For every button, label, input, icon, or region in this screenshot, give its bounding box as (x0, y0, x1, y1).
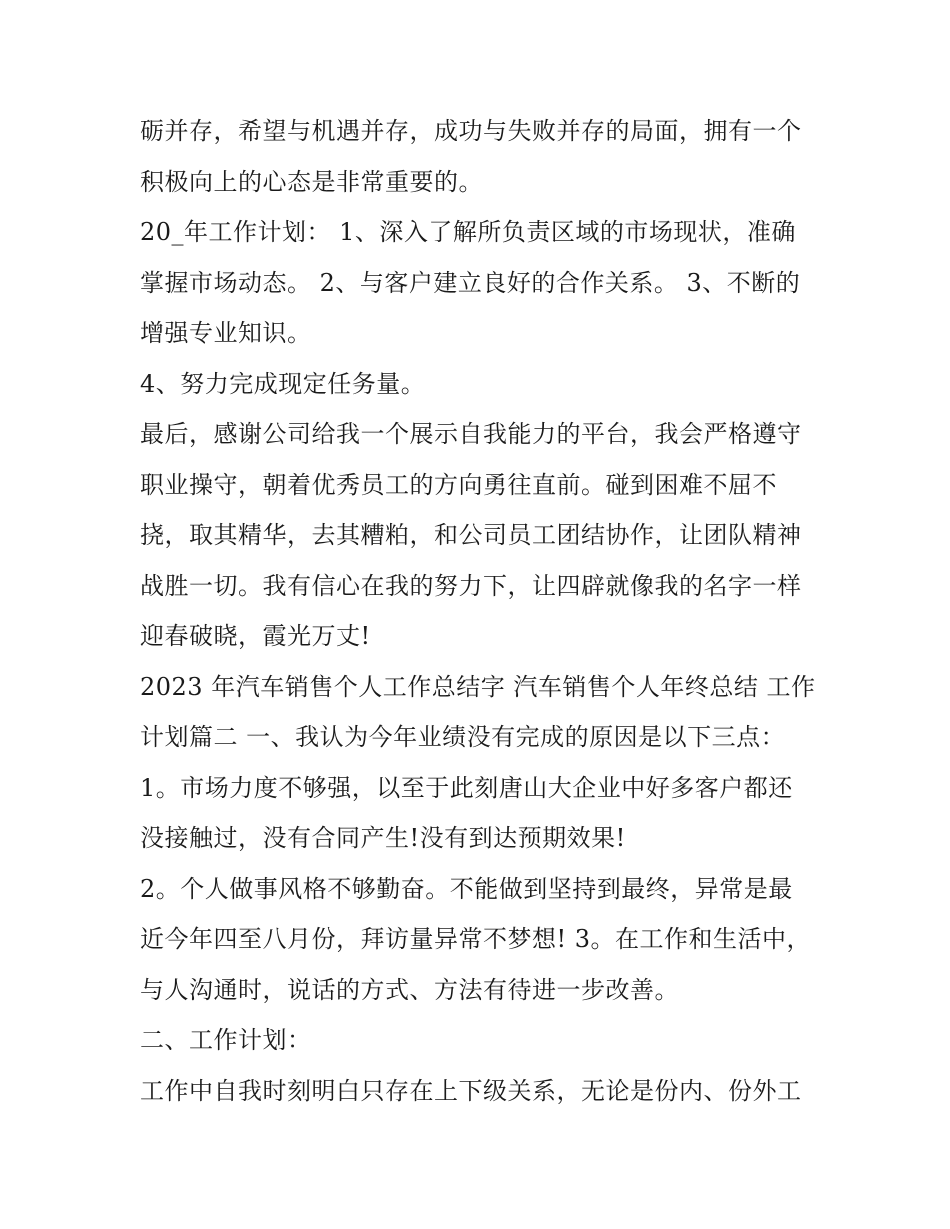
text-line: 职业操守，朝着优秀员工的方向勇往直前。碰到困难不屈不 (140, 470, 777, 499)
text-line: 工作中自我时刻明白只存在上下级关系，无论是份内、份外工 (140, 1076, 802, 1105)
text-line: 计划篇二 一、我认为今年业绩没有完成的原因是以下三点： (140, 723, 786, 751)
text-line: 二、工作计划： (140, 1026, 312, 1054)
text-line: 4、努力完成现定任务量。 (140, 369, 426, 398)
text-line: 最后，感谢公司给我一个展示自我能力的平台，我会严格遵守 (140, 420, 802, 448)
text-line: 战胜一切。我有信心在我的努力下，让四辟就像我的名字一样 (140, 571, 802, 600)
text-line: 1。市场力度不够强，以至于此刻唐山大企业中好多客户都还 (140, 773, 793, 802)
text-line: 与人沟通时，说话的方式、方法有待进一步改善。 (140, 975, 679, 1004)
text-line: 20_年工作计划： 1、深入了解所负责区域的市场现状，准确 (140, 218, 796, 246)
text-line: 增强专业知识。 (140, 319, 312, 347)
text-line: 迎春破晓，霞光万丈! (140, 622, 371, 650)
text-line: 2023 年汽车销售个人工作总结字 汽车销售个人年终总结 工作 (140, 672, 816, 701)
text-line: 掌握市场动态。 2、与客户建立良好的合作关系。 3、不断的 (140, 268, 801, 297)
text-line: 砺并存，希望与机遇并存，成功与失败并存的局面，拥有一个 (140, 117, 802, 145)
text-line: 挠，取其精华，去其糟粕，和公司员工团结协作，让团队精神 (140, 521, 802, 549)
text-line: 2。个人做事风格不够勤奋。不能做到坚持到最终，异常是最 (140, 874, 793, 903)
document-body (140, 106, 820, 1116)
text-line: 积极向上的心态是非常重要的。 (140, 167, 483, 196)
text-line: 没接触过，没有合同产生!没有到达预期效果! (140, 824, 626, 852)
text-line: 近今年四至八月份，拜访量异常不梦想! 3。在工作和生活中， (140, 925, 812, 953)
